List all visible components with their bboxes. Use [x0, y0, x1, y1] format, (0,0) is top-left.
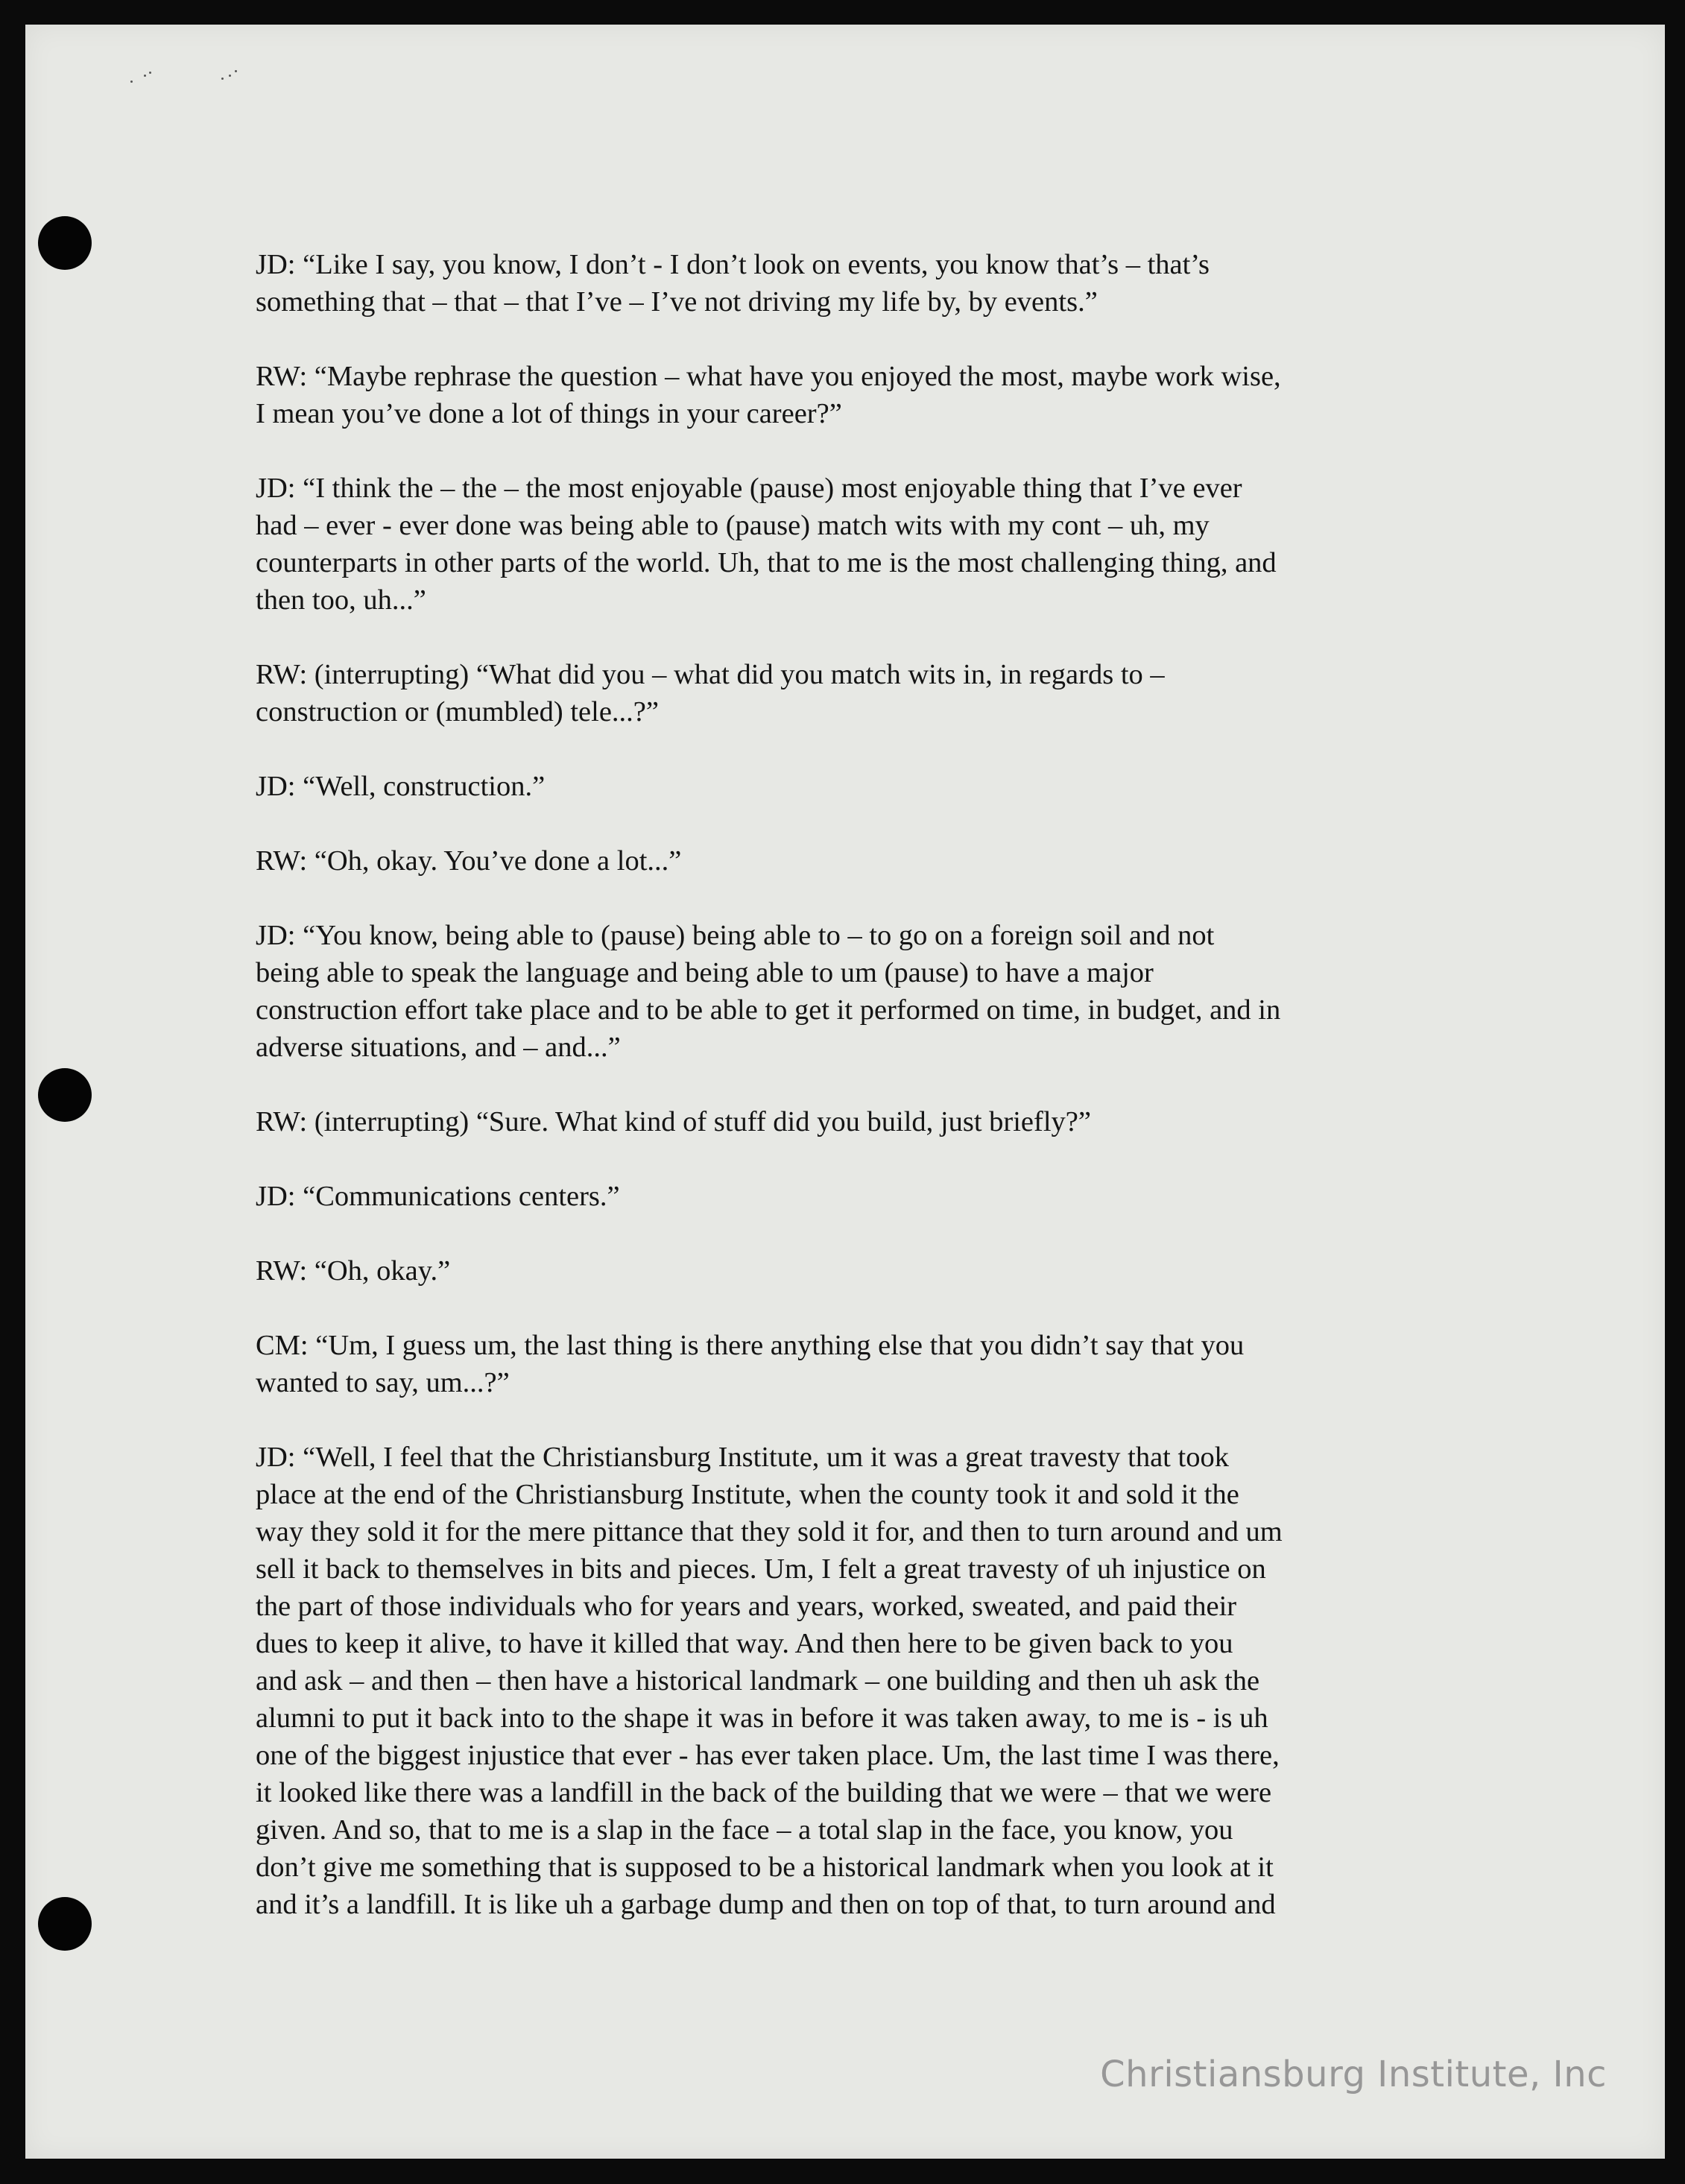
transcript-paragraph-jd-travesty: JD: “Well, I feel that the Christiansburg Institute, um it was a great travesty that took place at the end of the Christiansburg Institute, when the county took it and sold it the way they sold it for the mere pittance that they sold it for, and then to turn around and um sell it back to themselves in bits and pieces. Um, I felt a great travesty of uh injustice on the part of those individuals who for years and years, worked, sweated, and paid their dues to keep it alive, to have it killed that way. And then here to be given back to you and ask – and then – then have a historical landmark – one building and then uh ask the alumni to put it back into to the shape it was in before it was taken away, to me is - is uh one of the biggest injustice that ever - has ever taken place. Um, the last time I was there, it looked like there was a landfill in the back of the building that we were – that we were given. And so, that to me is a slap in the face – a total slap in the face, you know, you don’t give me something that is supposed to be a historical landmark when you look at it and it’s a landfill. It is like uh a garbage dump and then on top of that, to turn around and — [256, 1442, 1283, 1920]
punch-hole-top — [38, 216, 92, 270]
transcript-paragraph-rw-okay: RW: “Oh, okay.” — [256, 1255, 451, 1287]
paper-specks — [130, 69, 265, 91]
transcript-paragraph-jd-enjoyable: JD: “I think the – the – the most enjoyable (pause) most enjoyable thing that I’ve ever had – ever - ever done was being able to (pause) match wits with my cont – uh, my counterparts in other parts of the world. Uh, that to me is the most challenging thing, and then too, uh...” — [256, 473, 1277, 616]
transcript-paragraph-rw-rephrase: RW: “Maybe rephrase the question – what have you enjoyed the most, maybe work wise, I mean you’ve done a lot of things in your career?” — [256, 361, 1281, 429]
transcript-paragraph-rw-match-wits: RW: (interrupting) “What did you – what did you match wits in, in regards to – construction or (mumbled) tele...?” — [256, 659, 1165, 728]
transcript-paragraph-jd-events: JD: “Like I say, you know, I don’t - I don’t look on events, you know that’s – that’s something that – that – that I’ve – I’ve not driving my life by, by events.” — [256, 249, 1210, 318]
punch-hole-middle — [38, 1068, 92, 1122]
interview-transcript — [256, 246, 1418, 1960]
transcript-paragraph-rw-done-a-lot: RW: “Oh, okay. You’ve done a lot...” — [256, 845, 682, 877]
transcript-paragraph-jd-communications: JD: “Communications centers.” — [256, 1181, 620, 1212]
transcript-paragraph-rw-what-build: RW: (interrupting) “Sure. What kind of stuff did you build, just briefly?” — [256, 1106, 1091, 1137]
punch-hole-bottom — [38, 1897, 92, 1951]
transcript-paragraph-cm-last-thing: CM: “Um, I guess um, the last thing is there anything else that you didn’t say that you wanted to say, um...?” — [256, 1330, 1245, 1398]
watermark: Christiansburg Institute, Inc — [1100, 2054, 1607, 2095]
transcript-paragraph-jd-construction: JD: “Well, construction.” — [256, 771, 546, 802]
transcript-paragraph-jd-foreign-soil: JD: “You know, being able to (pause) being able to – to go on a foreign soil and not being able to speak the language and being able to um (pause) to have a major construction effort take place and to be able to get it performed on time, in budget, and in adverse situations, and – and...” — [256, 920, 1281, 1063]
